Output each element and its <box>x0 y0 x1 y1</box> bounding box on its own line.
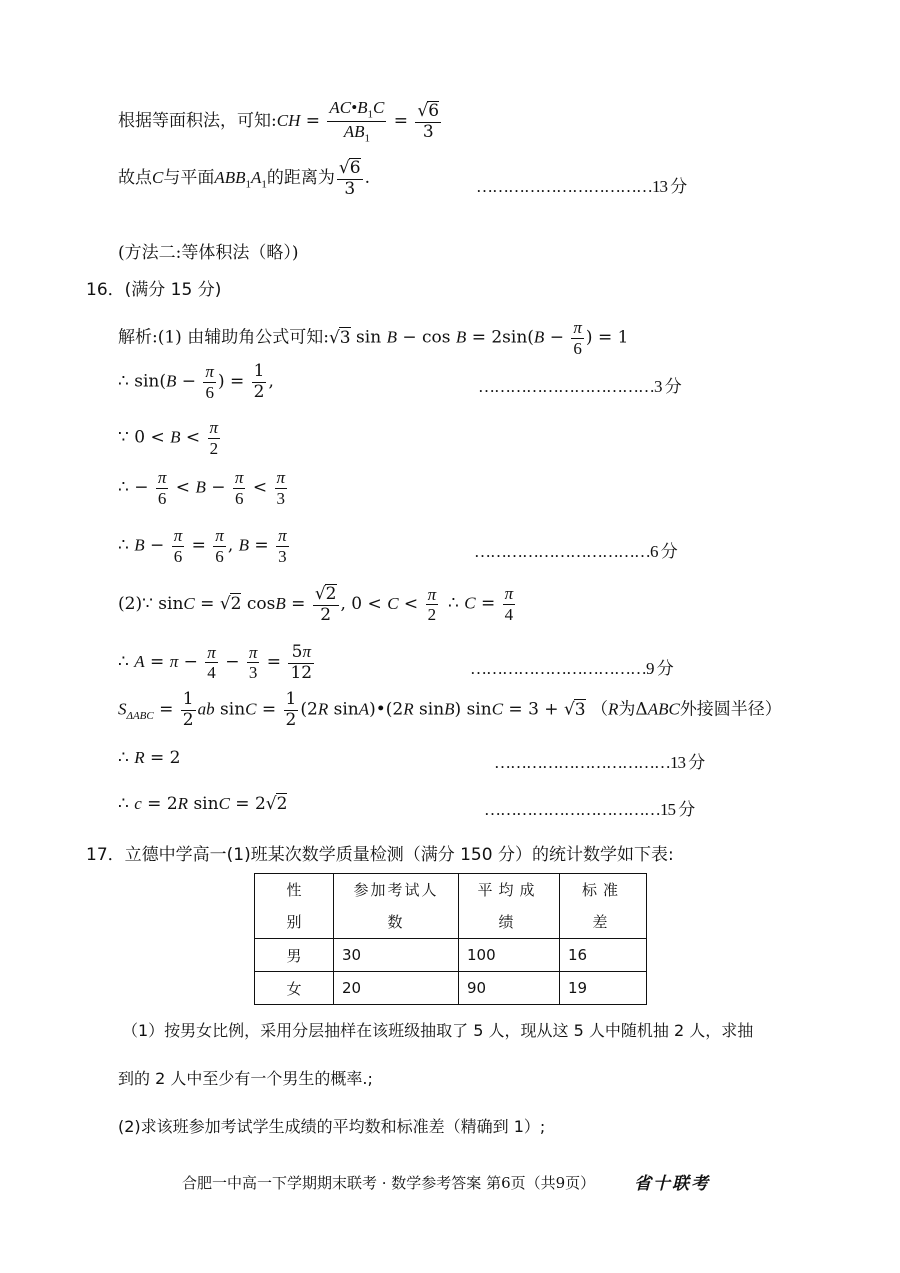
header-average: 平均成绩 <box>459 874 560 939</box>
header-stddev: 标准差 <box>560 874 647 939</box>
distance-conclusion-line: 故点C与平面$ABB_1A_1$的距离为 $\frac{√6}{3}$ . <box>118 158 370 199</box>
row-male-stddev: 16 <box>560 939 647 972</box>
area-method-line: 根据等面积法，可知:CH = $\frac{AC•B_1C}{AB_1}$ = $\frac{√6}{3}$ <box>118 98 440 145</box>
shifted-range-line: ∴ − $\frac{\pi}{6}$ < B − $\frac{\pi}{6}$ < $\frac{\pi}{3}$ <box>118 468 286 508</box>
q17-part1-line-a: （1）按男女比例，采用分层抽样在该班级抽取了 5 人，现从这 5 人中随机抽 2 人，求抽 <box>122 1021 754 1040</box>
table-row <box>255 939 647 972</box>
sin-equation-line: ∴ sin(B − $\frac{\pi}{6}$ ) = $\frac{1}{2}$ , <box>118 361 274 402</box>
q17-part2-line: (2)求该班参加考试学生成绩的平均数和标准差（精确到 1）; <box>118 1117 546 1136</box>
page-footer: 合肥一中高一下学期期末联考 · 数学参考答案 第6页（共9页） <box>182 1174 596 1192</box>
q17-part1-line-b: 到的 2 人中至少有一个男生的概率.; <box>118 1069 373 1088</box>
header-count: 参加考试人数 <box>334 874 459 939</box>
q16-header: 16．(满分 15 分) <box>86 280 222 300</box>
method-two-note: (方法二:等体积法（略）) <box>118 243 299 263</box>
sin-c-line: (2)∵ sinC = √2 cosB = $\frac{√2}{2}$ , 0 < C < $\frac{\pi}{2}$ <box>118 584 437 625</box>
row-male-average: 100 <box>459 939 560 972</box>
area-method-text: 根据等面积法，可知: <box>118 111 277 132</box>
header-gender: 性别 <box>255 874 334 939</box>
a-value-line: ∴ A = π − $\frac{\pi}{4}$ − $\frac{\pi}{3}$ = $\frac{5\pi}{12}$ <box>118 642 313 683</box>
row-female-gender: 女 <box>255 972 334 1005</box>
row-male-gender: 男 <box>255 939 334 972</box>
score-6-marker: ……………………………6 分 <box>474 542 677 561</box>
area-formula-line: $S_{\Delta ABC}$ = $\frac{1}{2}$ ab sinC = $\frac{1}{2}$ (2R sinA)•(2R sinB) sinC = 3 + √3 （R为ΔABC外接圆半径） <box>118 689 782 730</box>
score-15-marker: ……………………………15 分 <box>484 800 695 819</box>
exam-logo: 省十联考 <box>634 1174 710 1194</box>
c-side-line: ∴ c = 2R sinC = 2√2 <box>118 794 288 814</box>
row-female-average: 90 <box>459 972 560 1005</box>
table-row <box>255 972 647 1005</box>
row-female-stddev: 19 <box>560 972 647 1005</box>
score-stats-table <box>254 873 647 1005</box>
r-value-line: ∴ R = 2 <box>118 748 181 768</box>
row-male-count: 30 <box>334 939 459 972</box>
table-header-row <box>255 874 647 939</box>
score-13-marker-b: ……………………………13 分 <box>494 753 705 772</box>
b-value-line: ∴ B − $\frac{\pi}{6}$ = $\frac{\pi}{6}$ , B = $\frac{\pi}{3}$ <box>118 526 287 566</box>
score-13-marker-a: ……………………………13 分 <box>476 177 687 196</box>
c-value-line: ∴ C = $\frac{\pi}{4}$ <box>448 584 514 624</box>
score-3-marker: ……………………………3 分 <box>478 377 681 396</box>
b-range-line: ∵ 0 < B < $\frac{\pi}{2}$ <box>118 418 219 458</box>
q16-auxiliary-angle-line: 解析:(1) 由辅助角公式可知:√3 sin B − cos B = 2sin(B − $\frac{\pi}{6}$ ) = 1 <box>118 318 629 358</box>
score-9-marker: ……………………………9 分 <box>470 659 673 678</box>
row-female-count: 20 <box>334 972 459 1005</box>
q17-header: 17．立德中学高一(1)班某次数学质量检测（满分 150 分）的统计数学如下表: <box>86 845 674 865</box>
